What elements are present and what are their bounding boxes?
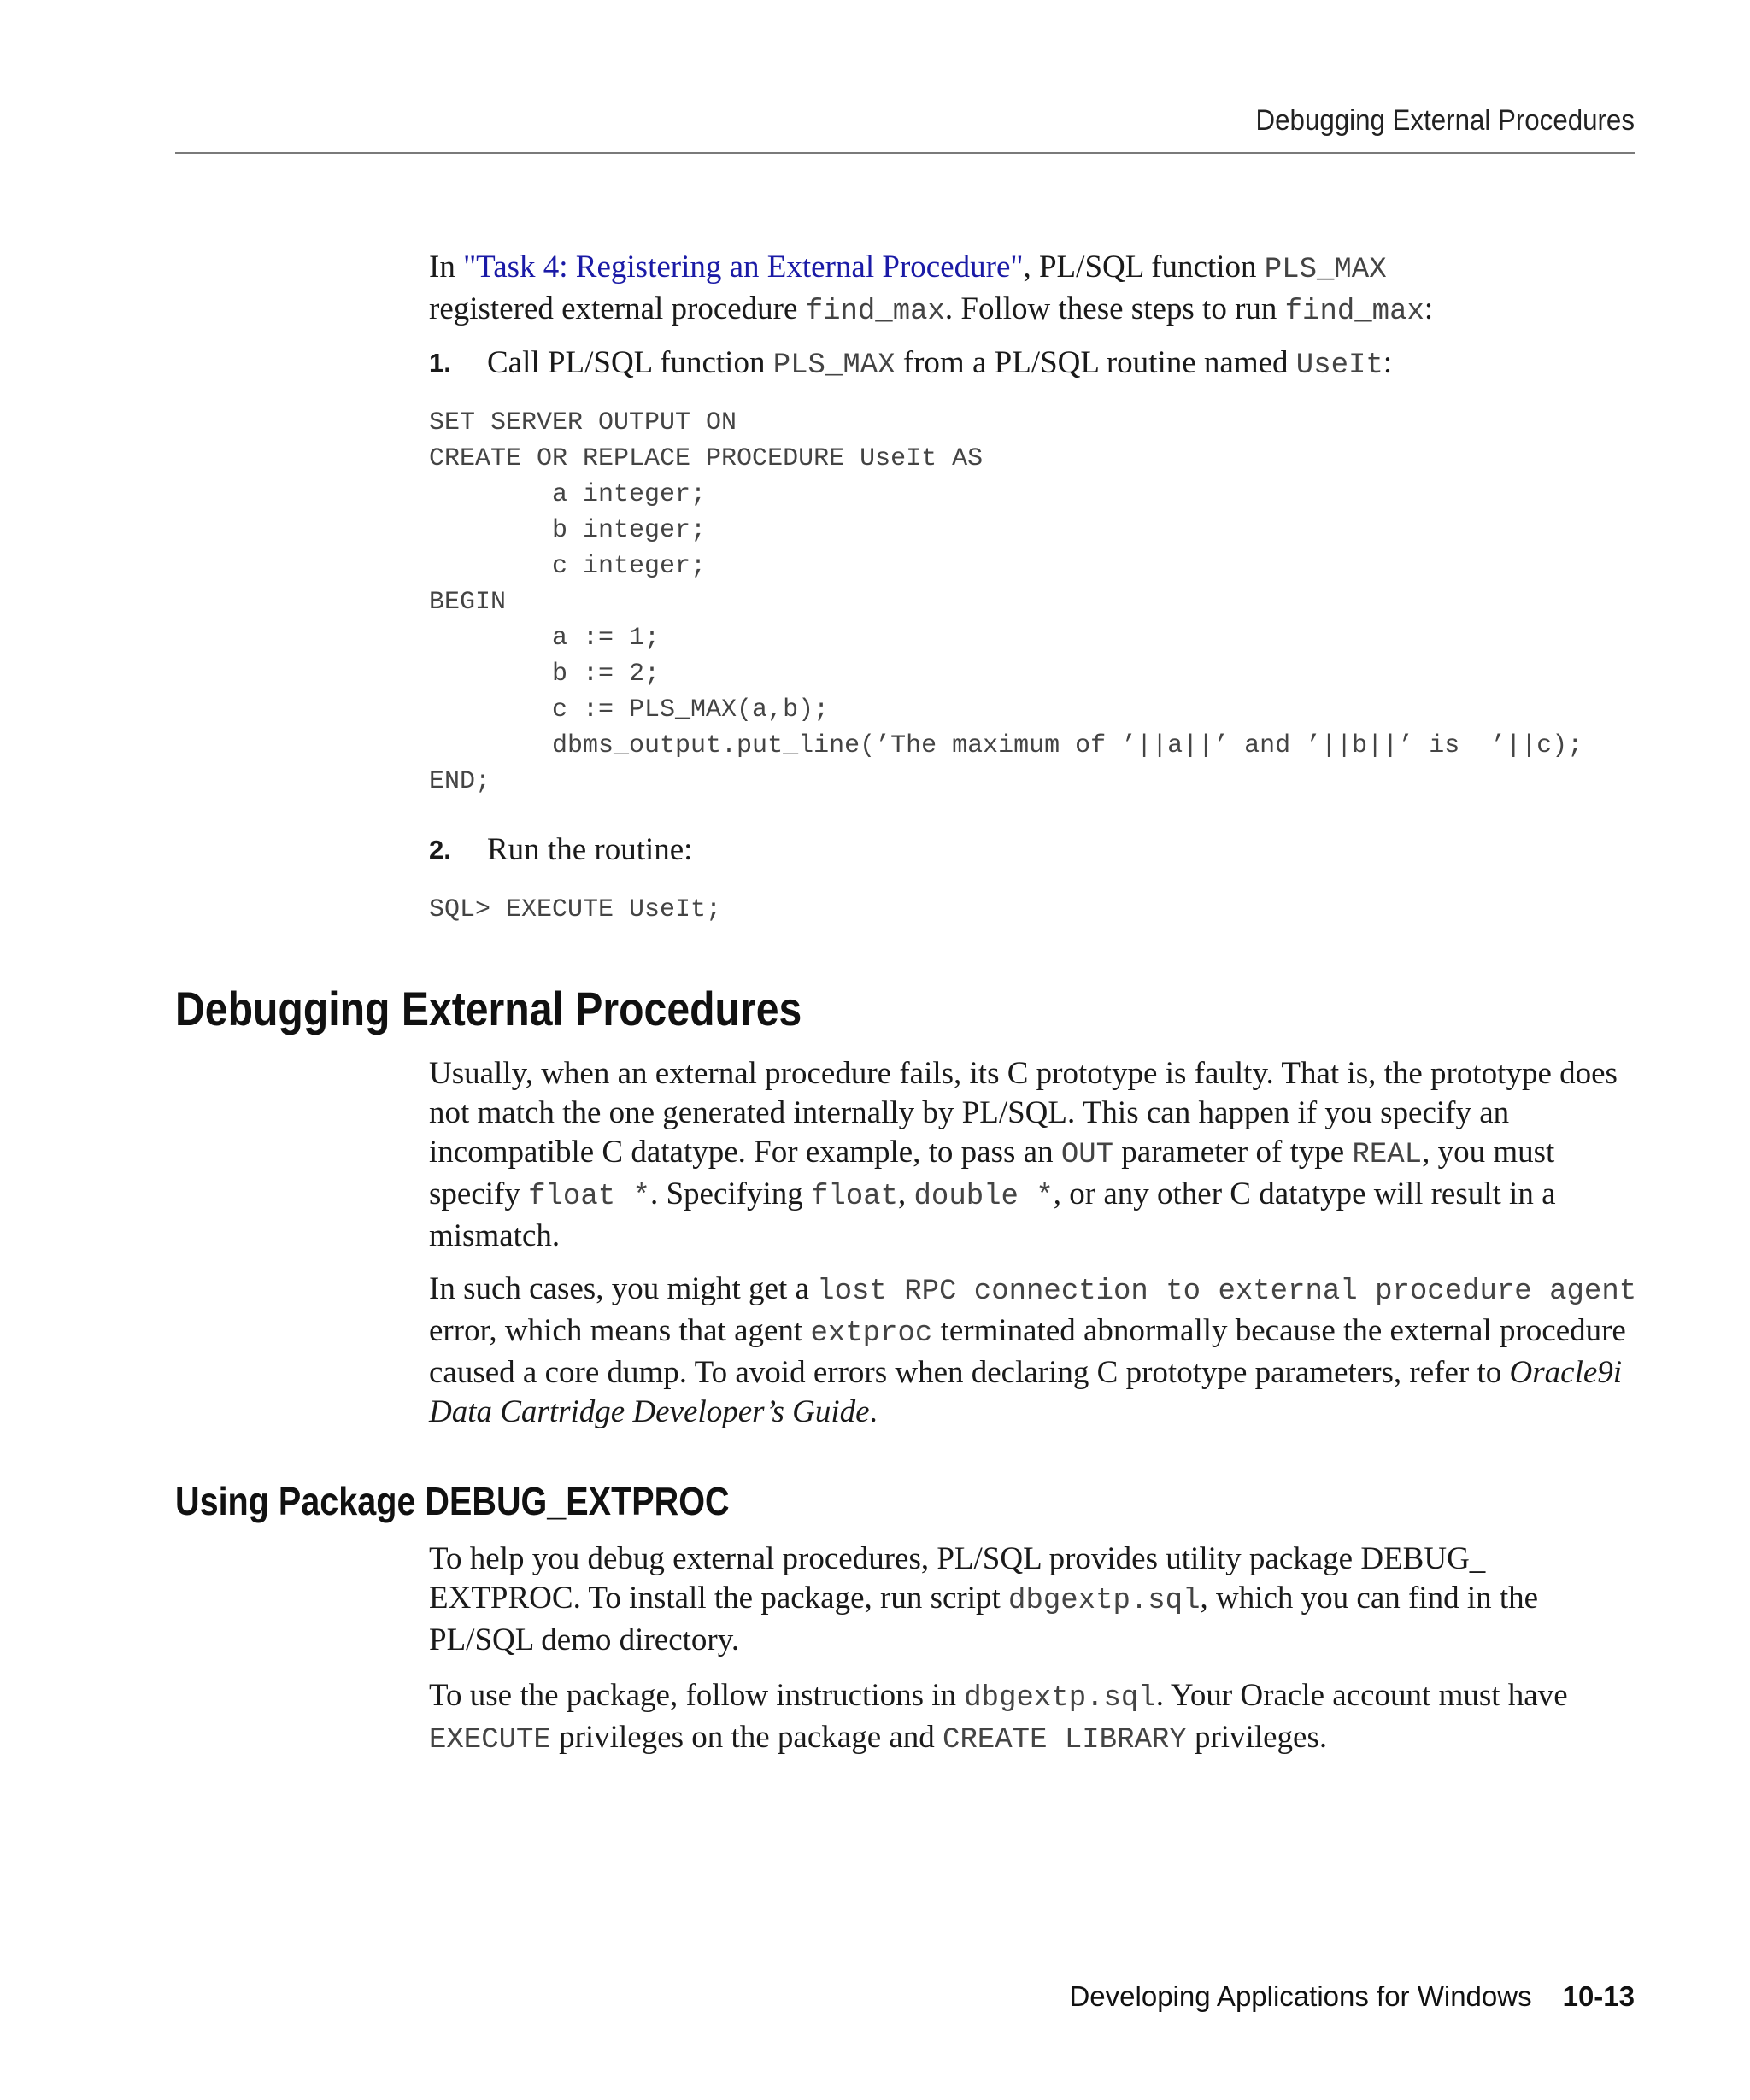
inline-code: PLS_MAX bbox=[1264, 254, 1387, 286]
subsection-paragraph-1 bbox=[429, 1540, 1642, 1660]
inline-code: dbgextp.sql bbox=[964, 1682, 1156, 1715]
step-number: 2. bbox=[429, 835, 451, 865]
para-text: privileges. bbox=[1186, 1720, 1328, 1755]
para-text: , you must specify bbox=[429, 1135, 1555, 1211]
inline-code: float * bbox=[528, 1181, 650, 1213]
inline-code: lost RPC connection to external procedure agent bbox=[817, 1276, 1637, 1308]
section-paragraph-2 bbox=[429, 1270, 1642, 1432]
inline-code: find_max bbox=[805, 296, 945, 328]
inline-code: CREATE LIBRARY bbox=[943, 1724, 1187, 1757]
step-text-part: Call PL/SQL function bbox=[487, 345, 773, 380]
para-text: , which you can find in the PL/SQL demo directory. bbox=[429, 1581, 1539, 1657]
page-footer bbox=[1069, 1980, 1635, 2013]
task4-link[interactable]: "Task 4: Registering an External Procedure" bbox=[463, 249, 1024, 284]
book-reference: Oracle9i Data Cartridge Developer’s Guide bbox=[429, 1355, 1623, 1429]
subsection-heading: Using Package DEBUG_EXTPROC bbox=[175, 1479, 730, 1523]
para-text: terminated abnormally because the external procedure caused a core dump. To avoid errors when declaring C prototype parameters, refer to bbox=[429, 1313, 1626, 1390]
para-text: Usually, when an external procedure fails, its C prototype is faulty. That is, the prototype does not match the one generated internally by PL/SQL. This can happen if you specify an incompatible C datatype. For example, to pass an bbox=[429, 1056, 1618, 1170]
step-text-part: from a PL/SQL routine named bbox=[895, 345, 1296, 380]
page-number: 10-13 bbox=[1562, 1980, 1635, 2012]
section-paragraph-1 bbox=[429, 1054, 1642, 1256]
para-text: In such cases, you might get a bbox=[429, 1271, 818, 1306]
inline-code: OUT bbox=[1060, 1139, 1114, 1171]
intro-text: In bbox=[429, 249, 464, 284]
inline-code: REAL bbox=[1352, 1139, 1423, 1171]
footer-book-title: Developing Applications for Windows bbox=[1069, 1980, 1532, 2012]
inline-code: extproc bbox=[810, 1317, 933, 1350]
para-text: error, which means that agent bbox=[429, 1313, 811, 1348]
para-text: . Your Oracle account must have bbox=[1155, 1678, 1568, 1713]
step-text bbox=[487, 343, 1392, 385]
para-text: . Specifying bbox=[649, 1176, 811, 1211]
step-text-part: : bbox=[1383, 345, 1393, 380]
step-1 bbox=[429, 343, 1642, 383]
para-text: privileges on the package and bbox=[550, 1720, 943, 1755]
step-number: 1. bbox=[429, 348, 451, 378]
para-text: , bbox=[898, 1176, 914, 1211]
para-text: To use the package, follow instructions in bbox=[429, 1678, 965, 1713]
para-text: . bbox=[869, 1394, 878, 1429]
inline-code: find_max bbox=[1284, 296, 1424, 328]
step-2 bbox=[429, 830, 1642, 870]
inline-code: double * bbox=[913, 1181, 1054, 1213]
section-heading: Debugging External Procedures bbox=[175, 982, 802, 1035]
intro-text: , PL/SQL function bbox=[1023, 249, 1265, 284]
running-header: Debugging External Procedures bbox=[1255, 104, 1635, 137]
intro-text: registered external procedure bbox=[429, 291, 806, 326]
inline-code: PLS_MAX bbox=[772, 349, 896, 382]
para-text: parameter of type bbox=[1113, 1135, 1353, 1170]
para-text: , or any other C datatype will result in a mismatch. bbox=[429, 1176, 1556, 1253]
code-block-useit: SET SERVER OUTPUT ON CREATE OR REPLACE PROCEDURE UseIt AS a integer; b integer; c integer; BEGIN a := 1; b := 2; c := PLS_MAX(a,b); dbms_output.put_line(’The maximum of ’||a||’ and ’||b||’ is ’||c); END; bbox=[429, 408, 1583, 796]
code-block-execute: SQL> EXECUTE UseIt; bbox=[429, 895, 722, 924]
inline-code: float bbox=[811, 1181, 899, 1213]
step-text: Run the routine: bbox=[487, 832, 693, 867]
inline-code: dbgextp.sql bbox=[1008, 1585, 1201, 1617]
intro-text: : bbox=[1424, 291, 1434, 326]
intro-paragraph bbox=[429, 248, 1642, 331]
header-divider bbox=[175, 152, 1635, 154]
inline-code: EXECUTE bbox=[429, 1724, 551, 1757]
subsection-paragraph-2 bbox=[429, 1676, 1642, 1760]
para-text: To help you debug external procedures, PL/SQL provides utility package DEBUG_ EXTPROC. To install the package, run script bbox=[429, 1541, 1486, 1616]
intro-text: . Follow these steps to run bbox=[944, 291, 1285, 326]
inline-code: UseIt bbox=[1295, 349, 1383, 382]
